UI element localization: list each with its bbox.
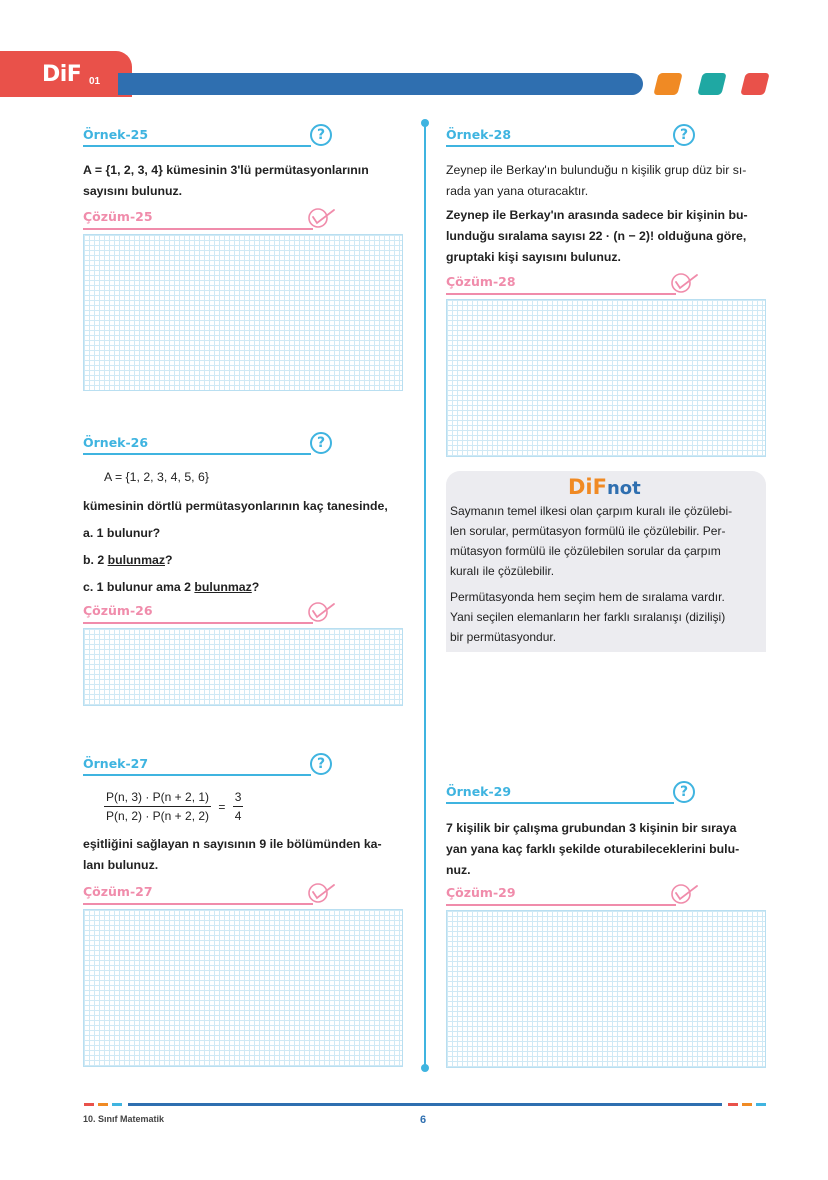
footer-book-title: 10. Sınıf Matematik	[83, 1114, 165, 1124]
difnot-logo	[568, 475, 641, 499]
example-29-question	[446, 818, 766, 881]
check-circle-icon	[306, 600, 336, 622]
solution-27-rule	[83, 903, 313, 905]
check-circle-icon	[669, 882, 699, 904]
example-28-rule	[446, 145, 674, 147]
example-28-title: Örnek-28	[446, 127, 512, 142]
example-28-question-line-3: gruptaki kişi sayısını bulunuz.	[446, 250, 621, 264]
column-divider	[424, 123, 426, 1068]
difnot-paragraph-2	[450, 587, 762, 647]
example-28-intro-line-2: rada yan yana oturacaktır.	[446, 184, 589, 198]
header-bar	[118, 73, 643, 95]
question-circle-icon: ?	[673, 124, 695, 146]
option-b-prefix: b. 2	[83, 553, 108, 567]
example-29-line-1: 7 kişilik bir çalışma grubundan 3 kişinin bir sıraya	[446, 821, 737, 835]
example-29-line-2: yan yana kaç farklı şekilde oturabileceklerini bulu-	[446, 842, 740, 856]
difnot-p2-line-1: Permütasyonda hem seçim hem de sıralama vardır.	[450, 590, 725, 604]
footer-dash-orange	[98, 1103, 108, 1106]
option-b-suffix: ?	[165, 553, 173, 567]
footer-dash-blue-right	[756, 1103, 766, 1106]
header-chip-red	[740, 73, 769, 95]
solution-28-grid[interactable]	[446, 299, 766, 457]
check-circle-icon	[306, 206, 336, 228]
difnot-paragraph-1	[450, 501, 762, 581]
example-29-rule	[446, 802, 674, 804]
brand-logo: DiF	[42, 62, 82, 87]
option-b-underlined: bulunmaz	[107, 553, 165, 567]
example-26-option-c	[83, 577, 259, 598]
solution-26-grid[interactable]	[83, 628, 403, 706]
option-c-underlined: bulunmaz	[194, 580, 252, 594]
equation-rhs-fraction	[233, 789, 244, 824]
example-28-intro	[446, 160, 766, 202]
lhs-denominator: P(n, 2) · P(n + 2, 2)	[106, 809, 210, 823]
footer-dash-blue	[112, 1103, 122, 1106]
example-27-line-2: lanı bulunuz.	[83, 858, 159, 872]
example-28-question-line-2: lunduğu sıralama sayısı 22 · (n − 2)! olduğuna göre,	[446, 229, 747, 243]
solution-26-rule	[83, 622, 313, 624]
difnot-p1-line-1: Saymanın temel ilkesi olan çarpım kuralı ile çözülebi-	[450, 504, 733, 518]
solution-26-title: Çözüm-26	[83, 603, 153, 618]
solution-27-title: Çözüm-27	[83, 884, 153, 899]
difnot-logo-not: not	[606, 478, 641, 499]
example-25-title: Örnek-25	[83, 127, 149, 142]
question-circle-icon: ?	[310, 753, 332, 775]
lhs-numerator: P(n, 3) · P(n + 2, 1)	[104, 789, 211, 807]
example-26-option-a: a. 1 bulunur?	[83, 526, 161, 540]
example-25-text	[83, 160, 405, 202]
chapter-number: 01	[89, 76, 101, 87]
solution-25-grid[interactable]	[83, 234, 403, 391]
solution-29-title: Çözüm-29	[446, 885, 516, 900]
example-28-intro-line-1: Zeynep ile Berkay'ın bulunduğu n kişilik grup düz bir sı-	[446, 163, 747, 177]
solution-28-title: Çözüm-28	[446, 274, 516, 289]
solution-29-rule	[446, 904, 676, 906]
example-28-question-line-1: Zeynep ile Berkay'ın arasında sadece bir kişinin bu-	[446, 208, 748, 222]
header-chip-orange	[653, 73, 682, 95]
header-chip-teal	[697, 73, 726, 95]
difnot-logo-dif: DiF	[568, 475, 607, 499]
difnot-p2-line-2: Yani seçilen elemanların her farklı sıralanışı (dizilişi)	[450, 610, 726, 624]
example-26-title: Örnek-26	[83, 435, 149, 450]
example-26-option-b	[83, 550, 173, 571]
example-28-question	[446, 205, 766, 268]
check-circle-icon	[306, 881, 336, 903]
solution-28-rule	[446, 293, 676, 295]
difnot-p1-line-3: mütasyon formülü ile çözülebilen sorular da çarpım	[450, 544, 721, 558]
difnot-p1-line-4: kuralı ile çözülebilir.	[450, 564, 555, 578]
divider-dot-bottom	[421, 1064, 429, 1072]
question-circle-icon: ?	[310, 432, 332, 454]
rhs-numerator: 3	[233, 789, 244, 807]
solution-25-title: Çözüm-25	[83, 209, 153, 224]
footer-dash-orange-right	[742, 1103, 752, 1106]
example-27-title: Örnek-27	[83, 756, 149, 771]
equals-sign: =	[218, 799, 226, 814]
example-27-text	[83, 834, 405, 876]
example-29-title: Örnek-29	[446, 784, 512, 799]
example-26-set: A = {1, 2, 3, 4, 5, 6}	[104, 470, 209, 484]
example-25-line-1: A = {1, 2, 3, 4} kümesinin 3'lü permütasyonlarının	[83, 163, 369, 177]
example-27-line-1: eşitliğini sağlayan n sayısının 9 ile bölümünden ka-	[83, 837, 382, 851]
difnot-p2-line-3: bir permütasyondur.	[450, 630, 557, 644]
option-c-prefix: c. 1 bulunur ama 2	[83, 580, 195, 594]
option-c-suffix: ?	[251, 580, 260, 594]
rhs-denominator: 4	[234, 809, 242, 823]
example-26-rule	[83, 453, 311, 455]
example-29-line-3: nuz.	[446, 863, 471, 877]
example-27-rule	[83, 774, 311, 776]
check-circle-icon	[669, 271, 699, 293]
equation-lhs-fraction	[104, 789, 211, 824]
example-27-equation	[104, 789, 243, 824]
example-26-question: kümesinin dörtlü permütasyonlarının kaç tanesinde,	[83, 499, 388, 513]
solution-25-rule	[83, 228, 313, 230]
page-number: 6	[420, 1114, 427, 1126]
example-25-line-2: sayısını bulunuz.	[83, 184, 183, 198]
difnot-p1-line-2: len sorular, permütasyon formülü ile çözülebilir. Per-	[450, 524, 726, 538]
question-circle-icon: ?	[673, 781, 695, 803]
footer-dash-red	[84, 1103, 94, 1106]
footer-dash-red-right	[728, 1103, 738, 1106]
solution-29-grid[interactable]	[446, 910, 766, 1068]
example-25-rule	[83, 145, 311, 147]
solution-27-grid[interactable]	[83, 909, 403, 1067]
question-circle-icon: ?	[310, 124, 332, 146]
footer-rule	[128, 1103, 722, 1106]
